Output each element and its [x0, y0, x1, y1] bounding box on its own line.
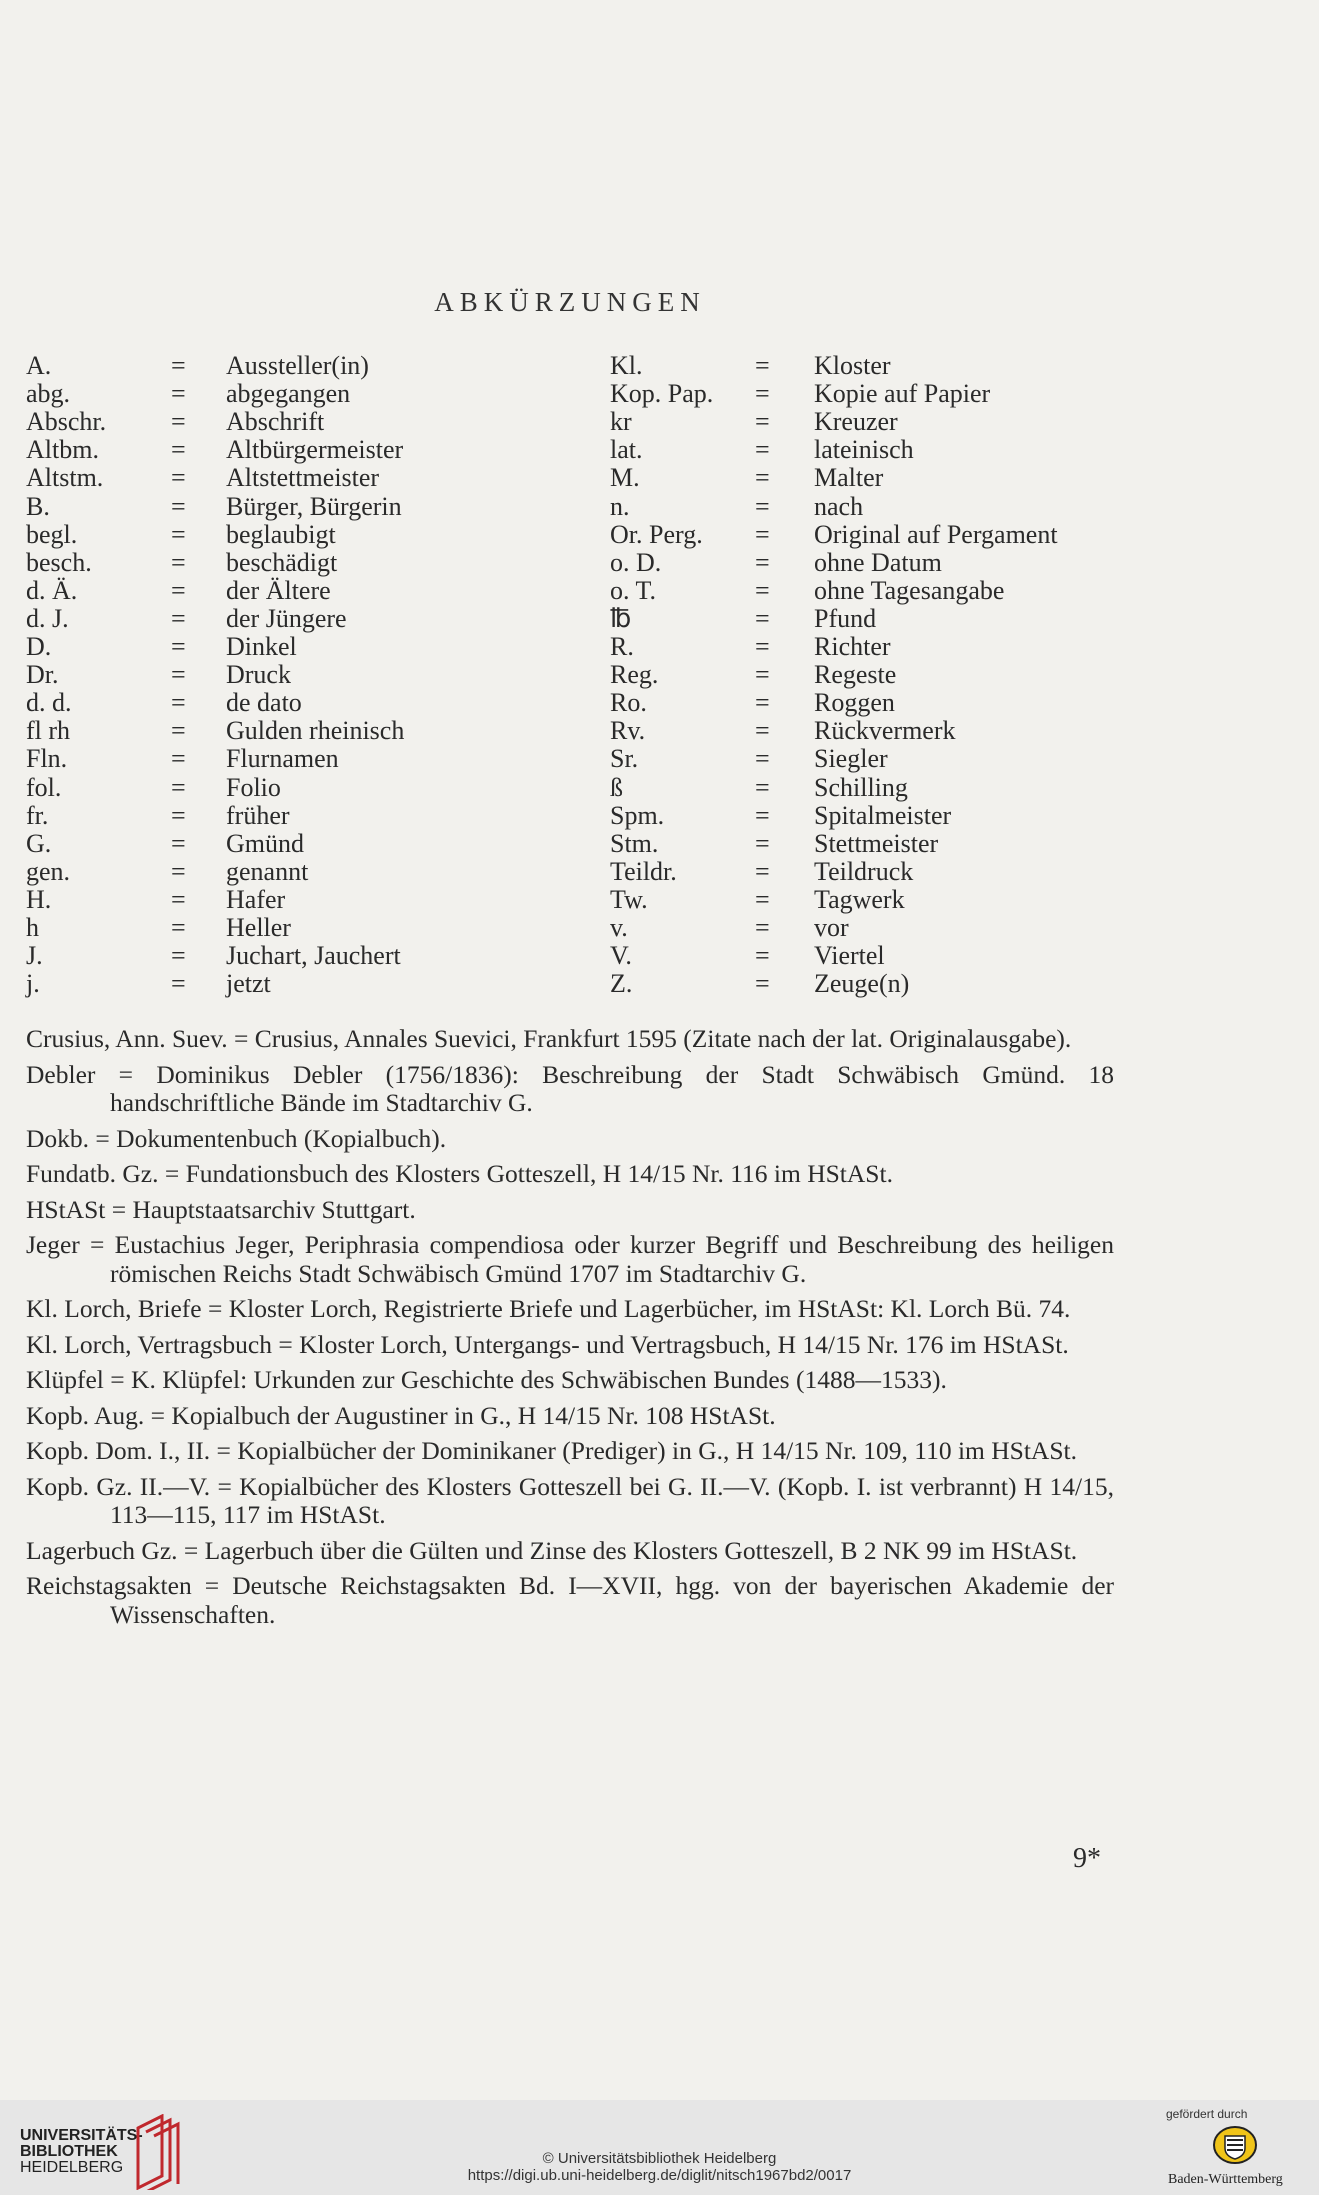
reference-entry: Kopb. Dom. I., II. = Kopialbücher der Dominikaner (Prediger) in G., H 14/15 Nr. 109, 110 im HStASt. — [26, 1436, 1077, 1465]
abbr-term: d. Ä. — [26, 575, 78, 605]
abbr-term: H. — [26, 884, 52, 914]
abbr-definition: Juchart, Jauchert — [226, 941, 401, 971]
abbr-term: Fln. — [26, 744, 68, 774]
abbr-definition: Teildruck — [814, 856, 914, 886]
equals-sign: = — [755, 435, 770, 465]
abbr-definition: beglaubigt — [226, 519, 336, 549]
equals-sign: = — [755, 941, 770, 971]
equals-sign: = — [755, 744, 770, 774]
abbreviation-row — [26, 970, 1126, 998]
funded-by-label: gefördert durch — [1166, 2107, 1248, 2121]
abbr-term: Altbm. — [26, 435, 99, 465]
abbr-definition: Altstettmeister — [226, 463, 380, 493]
equals-sign: = — [171, 660, 186, 690]
reference-entry: Klüpfel = K. Klüpfel: Urkunden zur Geschichte des Schwäbischen Bundes (1488—1533). — [26, 1365, 947, 1394]
abbreviation-row — [26, 942, 1126, 970]
equals-sign: = — [755, 856, 770, 886]
abbr-term: Kop. Pap. — [610, 379, 714, 409]
equals-sign: = — [171, 463, 186, 493]
source-url-link[interactable]: https://digi.ub.uni-heidelberg.de/diglit/nitsch1967bd2/0017 — [467, 2167, 852, 2184]
reference-entry: Crusius, Ann. Suev. = Crusius, Annales Suevici, Frankfurt 1595 (Zitate nach der lat. Originalausgabe). — [26, 1024, 1072, 1053]
abbr-term: Stm. — [610, 828, 659, 858]
abbr-definition: Zeuge(n) — [814, 969, 910, 999]
equals-sign: = — [755, 463, 770, 493]
equals-sign: = — [171, 772, 186, 802]
reference-entry: Kopb. Gz. II.—V. = Kopialbücher des Klosters Gotteszell bei G. II.—V. (Kopb. I. ist verbrannt) H 14/15, 113—115, 117 im HStASt. — [26, 1471, 1114, 1529]
reference-entry: Kl. Lorch, Briefe = Kloster Lorch, Registrierte Briefe und Lagerbücher, im HStASt: Kl. Lorch Bü. 74. — [26, 1294, 1071, 1323]
abbr-term: Tw. — [610, 884, 648, 914]
abbr-definition: Aussteller(in) — [226, 351, 369, 380]
abbreviation-row — [26, 549, 1126, 577]
equals-sign: = — [171, 941, 186, 971]
reference-entry: Kl. Lorch, Vertragsbuch = Kloster Lorch, Untergangs- und Vertragsbuch, H 14/15 Nr. 176 im HStASt. — [26, 1329, 1069, 1359]
abbr-definition: Altbürgermeister — [226, 435, 404, 465]
abbr-term: B. — [26, 491, 50, 521]
abbr-term: lat. — [610, 435, 643, 465]
equals-sign: = — [171, 969, 186, 999]
abbr-term: h — [26, 913, 39, 942]
abbr-term: J. — [26, 941, 43, 971]
library-logo-line1: UNIVERSITÄTS- — [20, 2127, 143, 2144]
abbr-term: V. — [610, 941, 632, 971]
abbr-definition: Gulden rheinisch — [226, 716, 405, 746]
abbreviation-row — [26, 745, 1126, 773]
abbr-term: A. — [26, 351, 52, 380]
library-logo-line3: HEIDELBERG — [20, 2159, 124, 2176]
abbr-term: fr. — [26, 800, 49, 830]
abbr-definition: Spitalmeister — [814, 800, 952, 830]
abbr-term: kr — [610, 407, 632, 437]
abbreviation-row — [26, 633, 1126, 661]
abbr-definition: nach — [814, 491, 864, 521]
equals-sign: = — [171, 688, 186, 718]
abbr-term: d. d. — [26, 688, 72, 718]
equals-sign: = — [171, 435, 186, 465]
reference-entry: Debler = Dominikus Debler (1756/1836): Beschreibung der Stadt Schwäbisch Gmünd. 18 handschriftliche Bände im Stadtarchiv G. — [26, 1059, 1114, 1117]
equals-sign: = — [171, 547, 186, 577]
abbr-term: Ro. — [610, 688, 647, 718]
abbreviation-row — [26, 914, 1126, 942]
reference-entry: HStASt = Hauptstaatsarchiv Stuttgart. — [26, 1194, 416, 1224]
equals-sign: = — [171, 744, 186, 774]
abbr-definition: Malter — [814, 463, 884, 493]
equals-sign: = — [755, 379, 770, 409]
abbreviation-row — [26, 717, 1126, 745]
equals-sign: = — [755, 519, 770, 549]
abbr-term: Kl. — [610, 351, 643, 380]
abbr-term: fol. — [26, 772, 62, 802]
abbr-term: fl rh — [26, 716, 71, 746]
copyright-text: © Universitätsbibliothek Heidelberg — [542, 2150, 777, 2167]
abbr-term: o. T. — [610, 575, 656, 605]
abbreviation-row — [26, 436, 1126, 464]
equals-sign: = — [755, 632, 770, 661]
equals-sign: = — [755, 491, 770, 521]
abbr-definition: Original auf Pergament — [814, 519, 1058, 549]
abbr-definition: beschädigt — [226, 547, 338, 577]
abbr-term: Rv. — [610, 716, 646, 746]
abbr-definition: Roggen — [814, 688, 895, 718]
abbr-definition: vor — [814, 913, 849, 942]
reference-list — [26, 1025, 1114, 1636]
abbreviation-row — [26, 577, 1126, 605]
equals-sign: = — [755, 688, 770, 718]
equals-sign: = — [171, 575, 186, 605]
equals-sign: = — [171, 519, 186, 549]
abbr-definition: Kloster — [814, 351, 891, 380]
abbr-term: Teildr. — [610, 856, 677, 886]
abbreviation-row — [26, 774, 1126, 802]
abbr-term: j. — [26, 969, 40, 999]
abbr-term: D. — [26, 632, 52, 661]
abbr-definition: jetzt — [226, 969, 271, 999]
equals-sign: = — [171, 856, 186, 886]
funder-name: Baden-Württemberg — [1168, 2172, 1283, 2187]
abbr-term: besch. — [26, 547, 92, 577]
abbr-definition: Siegler — [814, 744, 888, 774]
equals-sign: = — [755, 351, 770, 380]
equals-sign: = — [755, 407, 770, 437]
abbr-definition: Druck — [226, 660, 291, 690]
equals-sign: = — [755, 660, 770, 690]
abbr-term: Altstm. — [26, 463, 104, 493]
baden-wuerttemberg-crest-icon — [1212, 2124, 1258, 2166]
equals-sign: = — [755, 884, 770, 914]
abbr-definition: lateinisch — [814, 435, 914, 465]
abbr-definition: genannt — [226, 856, 309, 886]
abbr-definition: Richter — [814, 632, 891, 661]
abbreviation-row — [26, 886, 1126, 914]
abbr-definition: Viertel — [814, 941, 885, 971]
reference-entry: Dokb. = Dokumentenbuch (Kopialbuch). — [26, 1123, 447, 1153]
abbr-term: Z. — [610, 969, 633, 999]
abbr-definition: Stettmeister — [814, 828, 939, 858]
equals-sign: = — [171, 632, 186, 661]
copyright-notice — [0, 2150, 1319, 2184]
equals-sign: = — [171, 351, 186, 380]
library-logo-line2: BIBLIOTHEK — [20, 2143, 118, 2160]
equals-sign: = — [171, 913, 186, 942]
abbr-term: Spm. — [610, 800, 665, 830]
abbr-definition: de dato — [226, 688, 302, 718]
equals-sign: = — [171, 828, 186, 858]
abbreviation-row — [26, 689, 1126, 717]
abbr-definition: Regeste — [814, 660, 897, 690]
abbr-definition: abgegangen — [226, 379, 351, 409]
abbr-definition: Tagwerk — [814, 884, 905, 914]
abbr-definition: Pfund — [814, 603, 877, 633]
abbr-term: o. D. — [610, 547, 662, 577]
equals-sign: = — [171, 603, 186, 633]
abbr-definition: Flurnamen — [226, 744, 339, 774]
equals-sign: = — [755, 969, 770, 999]
abbr-definition: ohne Datum — [814, 547, 942, 577]
abbr-definition: Dinkel — [226, 632, 297, 661]
equals-sign: = — [755, 800, 770, 830]
abbr-definition: Kopie auf Papier — [814, 379, 991, 409]
equals-sign: = — [171, 716, 186, 746]
abbr-term: Or. Perg. — [610, 519, 703, 549]
abbr-definition: Gmünd — [226, 828, 304, 858]
equals-sign: = — [171, 379, 186, 409]
abbr-definition: Kreuzer — [814, 407, 898, 437]
abbr-term: n. — [610, 491, 630, 521]
abbreviation-row — [26, 802, 1126, 830]
equals-sign: = — [171, 884, 186, 914]
abbr-definition: Abschrift — [226, 407, 325, 437]
abbr-term: abg. — [26, 379, 71, 409]
abbr-definition: Rückvermerk — [814, 716, 956, 746]
abbr-term: d. J. — [26, 603, 69, 633]
reference-entry: Kopb. Aug. = Kopialbuch der Augustiner in G., H 14/15 Nr. 108 HStASt. — [26, 1400, 776, 1430]
abbr-definition: Heller — [226, 913, 291, 942]
reference-entry: Lagerbuch Gz. = Lagerbuch über die Gülten und Zinse des Klosters Gotteszell, B 2 NK 99 im HStASt. — [26, 1535, 1078, 1565]
page-title: ABKÜRZUNGEN — [434, 287, 706, 317]
equals-sign: = — [755, 913, 770, 942]
abbr-term: Dr. — [26, 660, 59, 690]
abbr-term: M. — [610, 463, 640, 493]
equals-sign: = — [171, 407, 186, 437]
abbr-term: ℔ — [610, 603, 632, 633]
abbreviation-row — [26, 661, 1126, 689]
abbr-definition: der Jüngere — [226, 603, 347, 633]
reference-entry: Jeger = Eustachius Jeger, Periphrasia compendiosa oder kurzer Begriff und Beschreibung des heiligen römischen Reichs Stadt Schwäbisch Gmünd 1707 im Stadtarchiv G. — [26, 1230, 1114, 1288]
equals-sign: = — [755, 603, 770, 633]
abbr-term: v. — [610, 913, 628, 942]
abbreviation-row — [26, 352, 1126, 380]
abbreviation-row — [26, 493, 1126, 521]
equals-sign: = — [755, 772, 770, 802]
reference-entry: Reichstagsakten = Deutsche Reichstagsakten Bd. I—XVII, hgg. von der bayerischen Akademie der Wissenschaften. — [26, 1571, 1114, 1629]
abbr-definition: Schilling — [814, 772, 908, 802]
page-number: 9* — [1073, 1843, 1101, 1874]
abbreviation-row — [26, 464, 1126, 492]
abbr-definition: der Ältere — [226, 575, 331, 605]
abbr-definition: ohne Tagesangabe — [814, 575, 1005, 605]
abbr-term: Sr. — [610, 744, 639, 774]
equals-sign: = — [755, 716, 770, 746]
abbreviation-row — [26, 605, 1126, 633]
equals-sign: = — [755, 828, 770, 858]
abbreviation-row — [26, 858, 1126, 886]
abbr-term: Reg. — [610, 660, 659, 690]
abbr-definition: Folio — [226, 772, 281, 802]
abbr-definition: Hafer — [226, 884, 286, 914]
abbreviation-row — [26, 830, 1126, 858]
abbreviation-row — [26, 521, 1126, 549]
abbr-term: gen. — [26, 856, 71, 886]
abbr-term: begl. — [26, 519, 78, 549]
abbr-term: G. — [26, 828, 52, 858]
abbr-term: ß — [610, 772, 623, 802]
abbreviation-row — [26, 408, 1126, 436]
equals-sign: = — [171, 800, 186, 830]
equals-sign: = — [755, 575, 770, 605]
reference-entry: Fundatb. Gz. = Fundationsbuch des Klosters Gotteszell, H 14/15 Nr. 116 im HStASt. — [26, 1159, 893, 1188]
equals-sign: = — [755, 547, 770, 577]
abbr-term: R. — [610, 632, 634, 661]
abbreviation-row — [26, 380, 1126, 408]
abbr-definition: früher — [226, 800, 290, 830]
abbr-term: Abschr. — [26, 407, 107, 437]
abbr-definition: Bürger, Bürgerin — [226, 491, 402, 521]
equals-sign: = — [171, 491, 186, 521]
